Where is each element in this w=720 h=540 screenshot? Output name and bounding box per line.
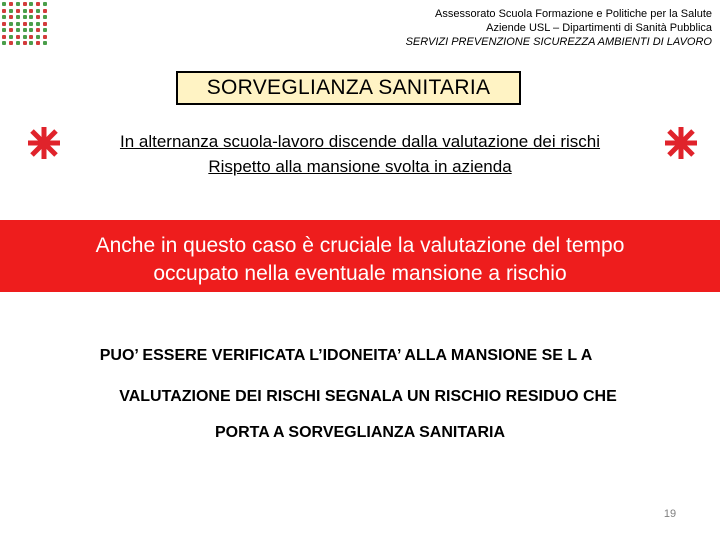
body-line-2: VALUTAZIONE DEI RISCHI SEGNALA UN RISCHIO RESIDUO CHE [119,388,617,405]
logo-dot [29,2,33,6]
header [406,7,712,49]
logo-dot [43,28,47,32]
logo-dot [16,2,20,6]
logo-dot [23,15,27,19]
logo-dot [9,35,13,39]
banner-line-1: Anche in questo caso è cruciale la valutazione del tempo [95,234,625,257]
logo-dot [43,22,47,26]
header-line-3: SERVIZI PREVENZIONE SICUREZZA AMBIENTI DI LAVORO [405,36,712,48]
asterisk-icon [664,126,698,160]
logo-dot [29,41,33,45]
logo-dot [29,15,33,19]
subtitle-line-1: In alternanza scuola-lavoro discende dalla valutazione dei rischi [119,132,601,151]
logo-dot [29,35,33,39]
logo-dot [9,2,13,6]
body-line-1: PUO’ ESSERE VERIFICATA L’IDONEITA’ ALLA MANSIONE SE L A [99,347,593,364]
logo-dot [2,15,6,19]
logo-dot [43,41,47,45]
logo-dot [29,22,33,26]
logo-dot [23,2,27,6]
logo-dot [2,22,6,26]
slide-title: SORVEGLIANZA SANITARIA [176,71,521,105]
logo-dot [16,35,20,39]
logo-dot [2,35,6,39]
header-line-2: Aziende USL – Dipartimenti di Sanità Pubblica [486,22,712,34]
logo-dot [36,15,40,19]
logo-dot [9,9,13,13]
logo-dot [2,28,6,32]
logo-dot [16,41,20,45]
logo-dot [16,22,20,26]
logo-dot [23,28,27,32]
logo-dot [9,15,13,19]
asterisk-icon [27,126,61,160]
logo-dot [2,41,6,45]
logo-dot [36,41,40,45]
logo-dot [43,9,47,13]
logo-dot [16,28,20,32]
logo-dot [36,28,40,32]
logo-dot [43,15,47,19]
logo-dot [29,9,33,13]
subtitle-line-2: Rispetto alla mansione svolta in azienda [208,157,512,176]
logo-dot [9,41,13,45]
logo-dot [43,2,47,6]
logo-dot [36,2,40,6]
logo-dot [2,2,6,6]
logo-dot [2,9,6,13]
logo-dot [23,9,27,13]
logo-dot [36,22,40,26]
logo-dot [29,28,33,32]
logo-dot [16,9,20,13]
banner-line-2: occupato nella eventuale mansione a rischio [153,262,567,285]
highlight-banner [0,220,720,292]
logo-dot [23,41,27,45]
logo-dot [23,22,27,26]
logo-dot [36,35,40,39]
logo-dot [43,35,47,39]
header-line-1: Assessorato Scuola Formazione e Politiche per la Salute [435,8,712,20]
logo-dot [9,28,13,32]
page-number: 19 [663,508,677,520]
logo-dot [16,15,20,19]
body-line-3: PORTA A SORVEGLIANZA SANITARIA [214,424,506,441]
logo-dot [9,22,13,26]
logo-dot [36,9,40,13]
dot-grid-logo-icon [2,2,48,46]
logo-dot [23,35,27,39]
